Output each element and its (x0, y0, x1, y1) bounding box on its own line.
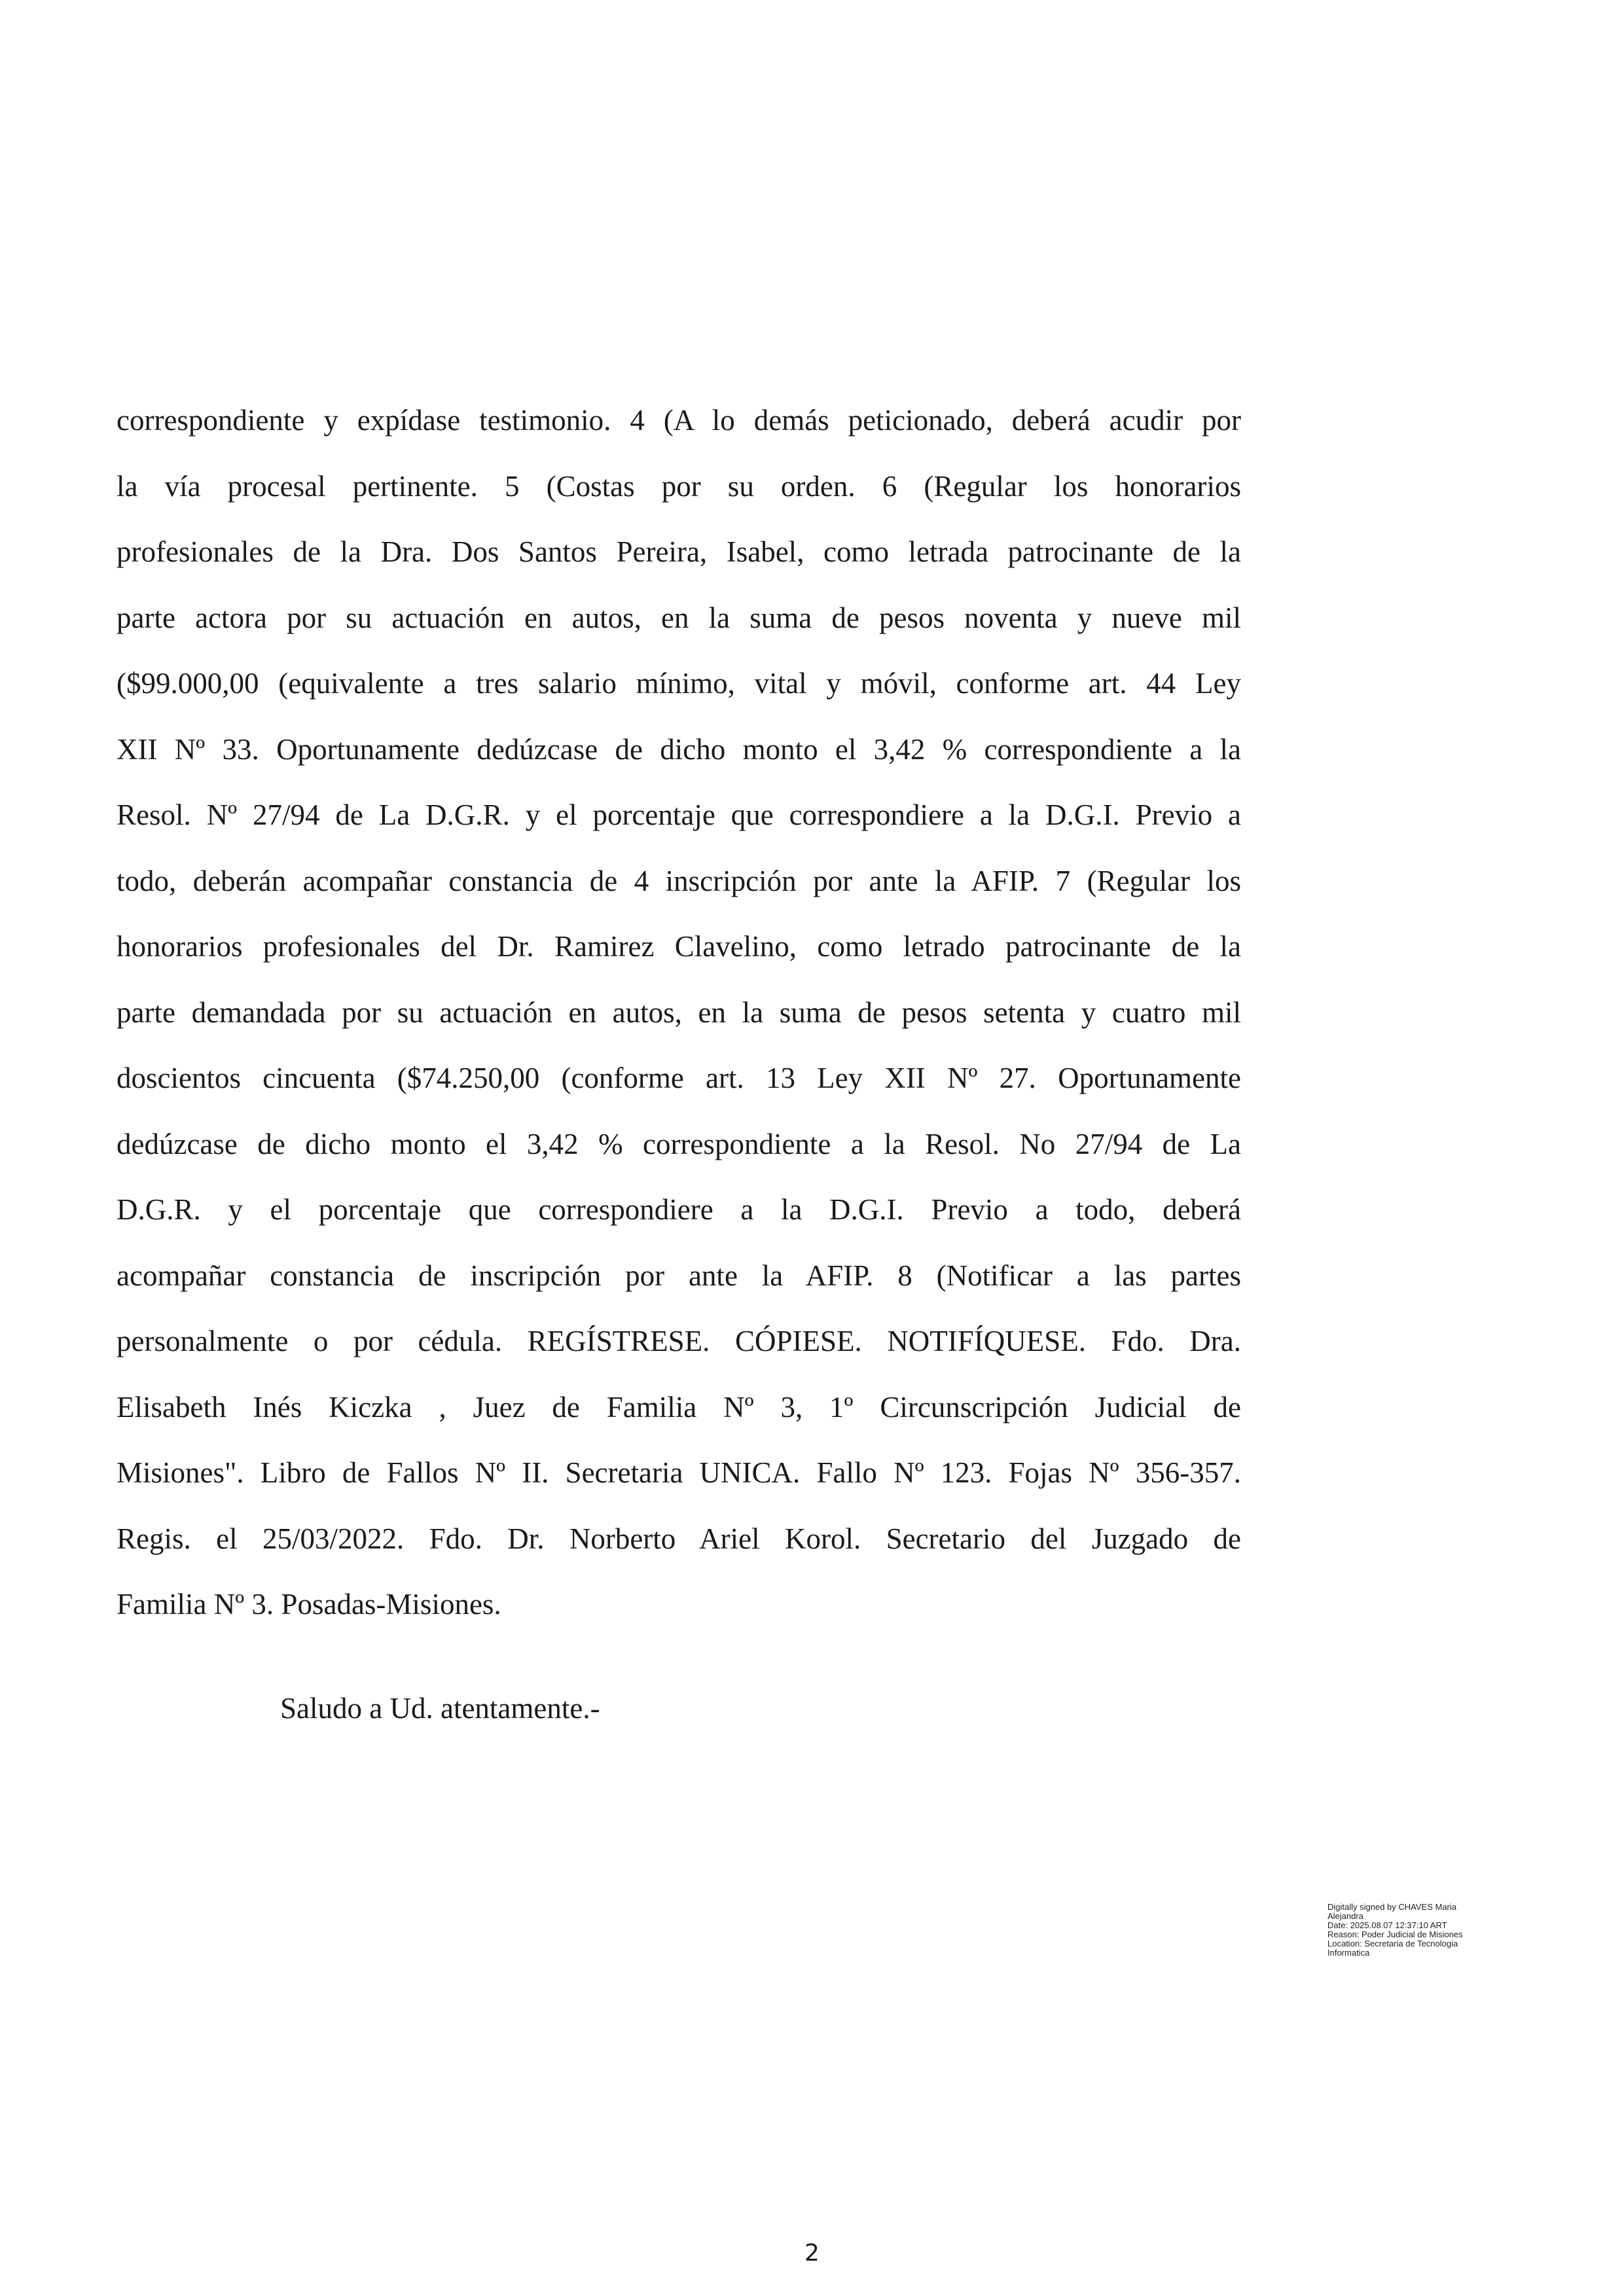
body-line: personalmente o por cédula. REGÍSTRESE. CÓPIESE. NOTIFÍQUESE. Fdo. Dra. (117, 1325, 1241, 1357)
signature-line: Reason: Poder Judicial de Misiones (1327, 1929, 1463, 1939)
body-line: ($99.000,00 (equivalente a tres salario mínimo, vital y móvil, conforme art. 44 Ley (117, 667, 1241, 700)
body-line: acompañar constancia de inscripción por ante la AFIP. 8 (Notificar a las partes (117, 1259, 1241, 1292)
body-line: Resol. Nº 27/94 de La D.G.R. y el porcentaje que correspondiere a la D.G.I. Previo a (117, 798, 1241, 831)
body-line: Regis. el 25/03/2022. Fdo. Dr. Norberto Ariel Korol. Secretario del Juzgado de (117, 1522, 1241, 1555)
closing-salutation: Saludo a Ud. atentamente.- (280, 1692, 600, 1725)
page-number: 2 (804, 2240, 820, 2267)
signature-line: Location: Secretaria de Tecnologia (1327, 1939, 1458, 1948)
body-line: D.G.R. y el porcentaje que correspondiere a la D.G.I. Previo a todo, deberá (117, 1193, 1241, 1226)
body-line: Elisabeth Inés Kiczka , Juez de Familia Nº 3, 1º Circunscripción Judicial de (117, 1390, 1241, 1424)
body-line: XII Nº 33. Oportunamente dedúzcase de dicho monto el 3,42 % correspondiente a la (117, 732, 1241, 766)
body-line: parte actora por su actuación en autos, en la suma de pesos noventa y nueve mil (117, 601, 1241, 634)
signature-line: Informatica (1327, 1948, 1370, 1958)
body-line: dedúzcase de dicho monto el 3,42 % correspondiente a la Resol. No 27/94 de La (117, 1127, 1241, 1160)
body-line-last: Familia Nº 3. Posadas-Misiones. (117, 1588, 501, 1621)
body-line: todo, deberán acompañar constancia de 4 inscripción por ante la AFIP. 7 (Regular los (117, 864, 1241, 897)
body-line: Misiones". Libro de Fallos Nº II. Secretaria UNICA. Fallo Nº 123. Fojas Nº 356-357. (117, 1456, 1241, 1489)
signature-line: Alejandra (1327, 1911, 1363, 1921)
signature-line: Date: 2025.08.07 12:37:10 ART (1327, 1920, 1447, 1930)
digital-signature-stamp (1327, 1903, 1524, 1958)
body-line: doscientos cincuenta ($74.250,00 (conforme art. 13 Ley XII Nº 27. Oportunamente (117, 1062, 1241, 1094)
body-paragraph (117, 387, 1241, 1638)
signature-line: Digitally signed by CHAVES Maria (1327, 1902, 1456, 1912)
body-line: correspondiente y expídase testimonio. 4 (A lo demás peticionado, deberá acudir por (117, 404, 1241, 437)
body-line: honorarios profesionales del Dr. Ramirez Clavelino, como letrado patrocinante de la (117, 930, 1241, 963)
body-line: profesionales de la Dra. Dos Santos Pereira, Isabel, como letrada patrocinante de la (117, 535, 1241, 568)
body-line: parte demandada por su actuación en autos, en la suma de pesos setenta y cuatro mil (117, 996, 1241, 1029)
body-line: la vía procesal pertinente. 5 (Costas por su orden. 6 (Regular los honorarios (117, 469, 1241, 503)
